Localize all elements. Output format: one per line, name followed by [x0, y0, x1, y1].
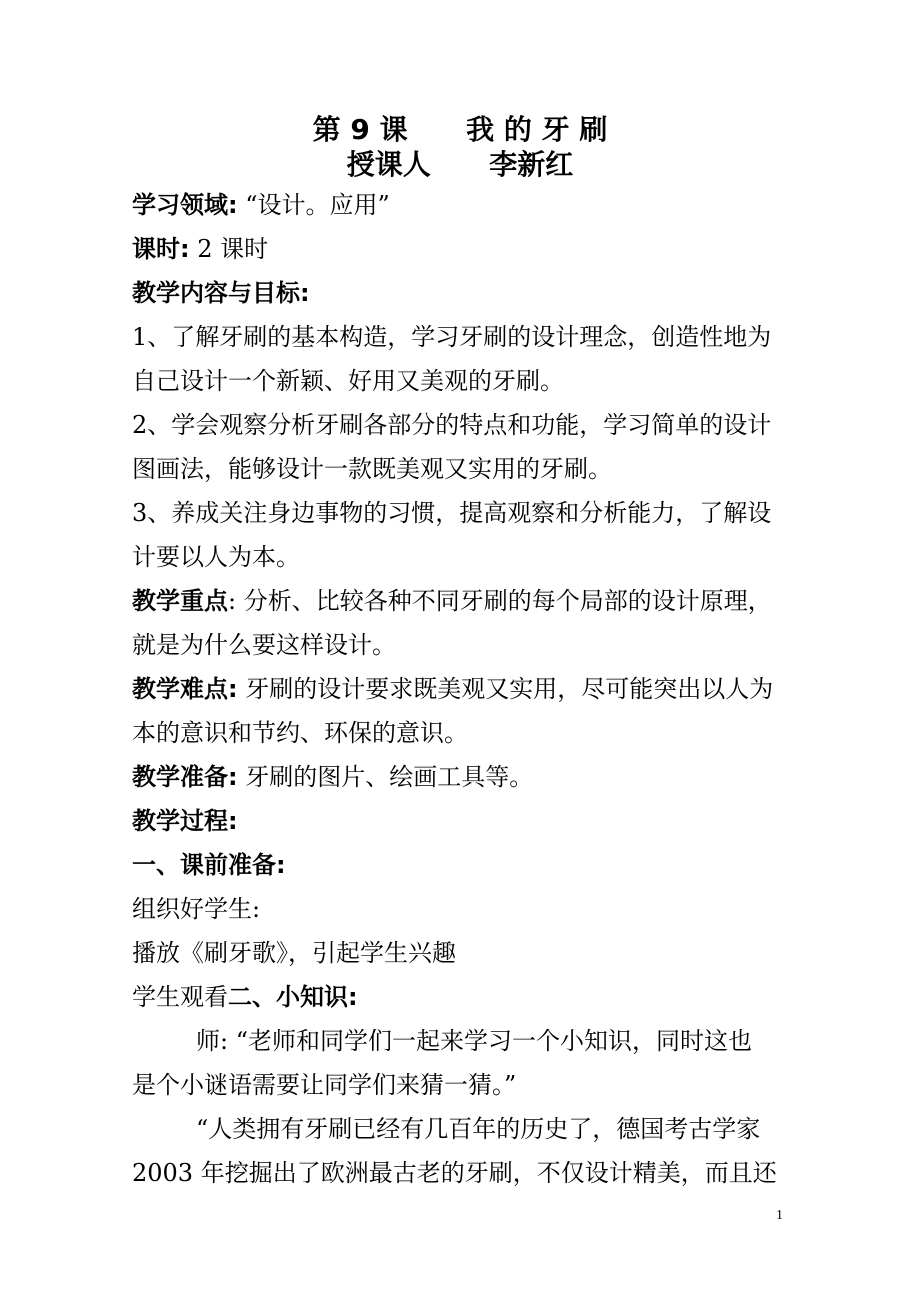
watch-line — [132, 980, 792, 1014]
lesson-title: 第 9 课 我 的 牙 刷 — [312, 113, 608, 146]
section1-line: 组织好学生: — [132, 895, 261, 923]
goals-heading: 教学内容与目标: — [132, 279, 310, 307]
watch-prefix: 学生观看 — [132, 983, 228, 1011]
teacher-paragraph-line: 是个小谜语需要让同学们来猜一猜。” — [132, 1071, 517, 1099]
history-paragraph-line: 2003 年挖掘出了欧洲最古老的牙刷，不仅设计精美，而且还 — [132, 1159, 777, 1187]
goal-line: 图画法，能够设计一款既美观又实用的牙刷。 — [132, 455, 612, 483]
teacher-paragraph-line: 师: “老师和同学们一起来学习一个小知识，同时这也 — [196, 1027, 752, 1055]
section1-heading: 一、课前准备: — [132, 851, 286, 879]
prep-value: 牙刷的图片、绘画工具等。 — [237, 763, 534, 791]
process-heading: 教学过程: — [132, 807, 238, 835]
prep-line — [132, 760, 792, 794]
difficulty-label: 教学难点: — [132, 675, 238, 703]
hours-label: 课时: — [132, 235, 190, 263]
goal-line: 1、了解牙刷的基本构造，学习牙刷的设计理念，创造性地为 — [132, 323, 772, 351]
field-line — [132, 188, 792, 222]
focus-line — [132, 584, 792, 618]
difficulty-value: 牙刷的设计要求既美观又实用，尽可能突出以人为 — [237, 675, 774, 703]
goal-line: 自己设计一个新颖、好用又美观的牙刷。 — [132, 367, 564, 395]
hours-value: 2 课时 — [189, 235, 269, 263]
focus-label: 教学重点 — [132, 587, 228, 615]
history-paragraph-line: “人类拥有牙刷已经有几百年的历史了，德国考古学家 — [196, 1115, 761, 1143]
section2-heading: 二、小知识: — [228, 983, 358, 1011]
focus-continuation: 就是为什么要这样设计。 — [132, 631, 396, 659]
page-number: 1 — [776, 1208, 783, 1223]
prep-label: 教学准备: — [132, 763, 238, 791]
hours-line — [132, 232, 792, 266]
section1-line: 播放《刷牙歌》，引起学生兴趣 — [132, 939, 456, 967]
difficulty-line — [132, 672, 792, 706]
goal-line: 2、学会观察分析牙刷各部分的特点和功能，学习简单的设计 — [132, 411, 772, 439]
focus-value: : 分析、比较各种不同牙刷的每个局部的设计原理， — [228, 587, 772, 615]
teacher-line: 授课人 李新红 — [346, 148, 574, 181]
field-label: 学习领域: — [132, 191, 238, 219]
goal-line: 3、养成关注身边事物的习惯，提高观察和分析能力，了解设 — [132, 499, 772, 527]
goal-line: 计要以人为本。 — [132, 543, 300, 571]
difficulty-continuation: 本的意识和节约、环保的意识。 — [132, 719, 468, 747]
field-value: “设计。应用” — [237, 191, 390, 219]
